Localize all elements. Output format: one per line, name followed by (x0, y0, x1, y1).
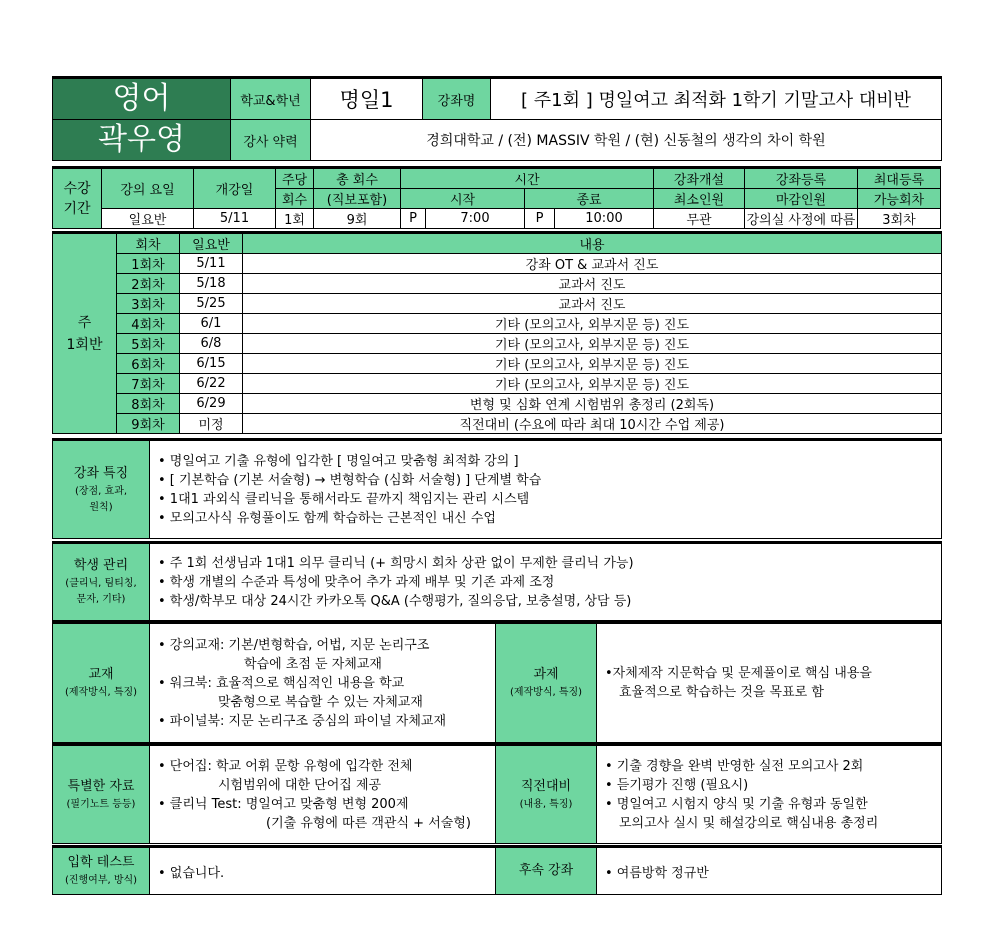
content: 기타 (모의고사, 외부지문 등) 진도 (243, 374, 942, 394)
session: 6회차 (117, 354, 180, 374)
table-row (53, 414, 942, 434)
list-item: • 1대1 과외식 클리닉을 통해서라도 끝까지 책임지는 관리 시스템 (158, 491, 530, 507)
start-time: 7:00 (426, 209, 525, 229)
content: 기타 (모의고사, 외부지문 등) 진도 (243, 314, 942, 334)
schedule-table (52, 166, 941, 229)
student-management (52, 541, 942, 621)
date: 6/15 (180, 354, 243, 374)
session: 4회차 (117, 314, 180, 334)
school-grade: 명일1 (311, 78, 423, 120)
end-time: 10:00 (555, 209, 654, 229)
list-item: • 학생/학부모 대상 24시간 카카오톡 Q&A (수행평가, 질의응답, 보충설명, 상담 등) (158, 593, 632, 609)
list-item: 모의고사 실시 및 해설강의로 핵심내용 총정리 (619, 815, 879, 831)
weekly-label: 주당 (276, 168, 314, 189)
management-content (150, 543, 942, 621)
profile-label: 강사 약력 (231, 120, 311, 161)
table-row (53, 354, 942, 374)
date: 5/18 (180, 274, 243, 294)
management-label: 학생 관리 (클리닉, 팀티칭, 문자, 기타) (53, 543, 150, 621)
final-label: 직전대비 (내용, 특징) (496, 745, 597, 844)
total-count: 9회 (314, 209, 401, 229)
list-item: • 모의고사식 유형풀이도 함께 학습하는 근본적인 내신 수업 (158, 510, 496, 526)
school-grade-label: 학교&학년 (231, 78, 311, 120)
list-item: (기출 유형에 따른 객관식 + 서술형) (266, 815, 471, 831)
content: 교과서 진도 (243, 274, 942, 294)
weekly-label-2: 회수 (276, 189, 314, 209)
deadline-label: 강좌등록 (745, 168, 858, 189)
min-people-label-2: 최소인원 (654, 189, 745, 209)
materials-label: 교재 (제작방식, 특징) (53, 623, 150, 743)
end-ampm: P (525, 209, 555, 229)
list-item: • 학생 개별의 수준과 특성에 맞추어 추가 과제 배부 및 기존 과제 조정 (158, 574, 555, 590)
date: 6/29 (180, 394, 243, 414)
content: 강좌 OT & 교과서 진도 (243, 254, 942, 274)
start-date-label: 개강일 (194, 168, 276, 209)
followup-value: • 여름방학 정규반 (597, 847, 942, 895)
table-row (53, 254, 942, 274)
special-label: 특별한 자료 (필기노트 등등) (53, 745, 150, 844)
list-item: • 워크북: 효율적으로 핵심적인 내용을 학교 (158, 675, 405, 691)
table-row (53, 374, 942, 394)
date: 6/22 (180, 374, 243, 394)
entrance-label: 입학 테스트 (진행여부, 방식) (53, 847, 150, 895)
session: 1회차 (117, 254, 180, 274)
course-name: [ 주1회 ] 명일여고 최적화 1학기 기말고사 대비반 (491, 78, 942, 120)
special-content (150, 745, 496, 844)
start-date: 5/11 (194, 209, 276, 229)
table-row (53, 274, 942, 294)
weekly-count: 1회 (276, 209, 314, 229)
final-content (597, 745, 942, 844)
list-item: • [ 기본학습 (기본 서술형) → 변형학습 (심화 서술형) ] 단계별 학습 (158, 472, 542, 488)
date: 6/8 (180, 334, 243, 354)
list-item: • 명일여고 시험지 양식 및 기출 유형과 동일한 (605, 796, 868, 812)
teacher-profile: 경희대학교 / (전) MASSIV 학원 / (현) 신동철의 생각의 차이 학원 (311, 120, 942, 161)
date: 미정 (180, 414, 243, 434)
list-item: 맞춤형으로 복습할 수 있는 자체교재 (218, 694, 423, 710)
start-ampm: P (401, 209, 426, 229)
total-label-2: (직보포함) (314, 189, 401, 209)
day-label: 강의 요일 (102, 168, 194, 209)
weekly-side-label: 주 1회반 (53, 233, 117, 434)
materials-homework (52, 621, 942, 743)
class-day: 일요반 (102, 209, 194, 229)
start-time-label: 시작 (401, 189, 525, 209)
max-session: 3회차 (858, 209, 941, 229)
deadline-label-2: 마감인원 (745, 189, 858, 209)
weekly-plan-table (52, 231, 942, 434)
list-item: • 명일여고 기출 유형에 입각한 [ 명일여고 맞춤형 최적화 강의 ] (158, 453, 519, 469)
date: 5/25 (180, 294, 243, 314)
materials-content (150, 623, 496, 743)
list-item: •자체제작 지문학습 및 문제풀이로 핵심 내용을 (605, 666, 872, 681)
list-item: • 기출 경향을 완벽 반영한 실전 모의고사 2회 (605, 758, 864, 774)
session: 2회차 (117, 274, 180, 294)
content: 기타 (모의고사, 외부지문 등) 진도 (243, 354, 942, 374)
course-features (52, 438, 942, 539)
course-header (52, 76, 942, 161)
registration-deadline: 강의실 사정에 따름 (745, 209, 858, 229)
content: 변형 및 심화 연계 시험범위 총정리 (2회독) (243, 394, 942, 414)
total-label: 총 회수 (314, 168, 401, 189)
period-label: 수강 기간 (53, 168, 102, 229)
table-row (53, 394, 942, 414)
special-final (52, 743, 942, 844)
list-item: • 강의교재: 기본/변형학습, 어법, 지문 논리구조 (158, 637, 430, 653)
content: 기타 (모의고사, 외부지문 등) 진도 (243, 334, 942, 354)
list-item: • 파이널북: 지문 논리구조 중심의 파이널 자체교재 (158, 713, 447, 729)
list-item: 학습에 초점 둔 자체교재 (244, 656, 382, 672)
col-content: 내용 (243, 233, 942, 254)
list-item: • 주 1회 선생님과 1대1 의무 클리닉 (+ 희망시 회차 상관 없이 무제한 클리닉 가능) (158, 555, 634, 571)
features-label: 강좌 특징 (장점, 효과, 원칙) (53, 440, 150, 539)
session: 8회차 (117, 394, 180, 414)
content: 직전대비 (수요에 따라 최대 10시간 수업 제공) (243, 414, 942, 434)
list-item: • 단어집: 학교 어휘 문항 유형에 입각한 전체 (158, 758, 413, 774)
date: 6/1 (180, 314, 243, 334)
course-name-label: 강좌명 (423, 78, 491, 120)
list-item: • 듣기평가 진행 (필요시) (605, 777, 749, 793)
subject: 영어 (53, 78, 231, 120)
entrance-followup (52, 845, 942, 895)
time-label: 시간 (401, 168, 654, 189)
followup-label: 후속 강좌 (496, 847, 597, 895)
content: 교과서 진도 (243, 294, 942, 314)
table-row (53, 314, 942, 334)
col-day: 일요반 (180, 233, 243, 254)
features-content (150, 440, 942, 539)
max-session-label-2: 가능회차 (858, 189, 941, 209)
homework-content (597, 623, 942, 743)
homework-label: 과제 (제작방식, 특징) (496, 623, 597, 743)
max-session-label: 최대등록 (858, 168, 941, 189)
list-item: • 클리닉 Test: 명일여고 맞춤형 변형 200제 (158, 796, 409, 812)
min-people-label: 강좌개설 (654, 168, 745, 189)
table-row (53, 334, 942, 354)
date: 5/11 (180, 254, 243, 274)
entrance-value: • 없습니다. (150, 847, 496, 895)
list-item: 효율적으로 학습하는 것을 목표로 함 (619, 685, 824, 700)
min-people: 무관 (654, 209, 745, 229)
session: 9회차 (117, 414, 180, 434)
teacher-name: 곽우영 (53, 120, 231, 161)
session: 7회차 (117, 374, 180, 394)
end-time-label: 종료 (525, 189, 654, 209)
col-session: 회차 (117, 233, 180, 254)
table-row (53, 294, 942, 314)
session: 3회차 (117, 294, 180, 314)
session: 5회차 (117, 334, 180, 354)
list-item: 시험범위에 대한 단어집 제공 (218, 777, 382, 793)
